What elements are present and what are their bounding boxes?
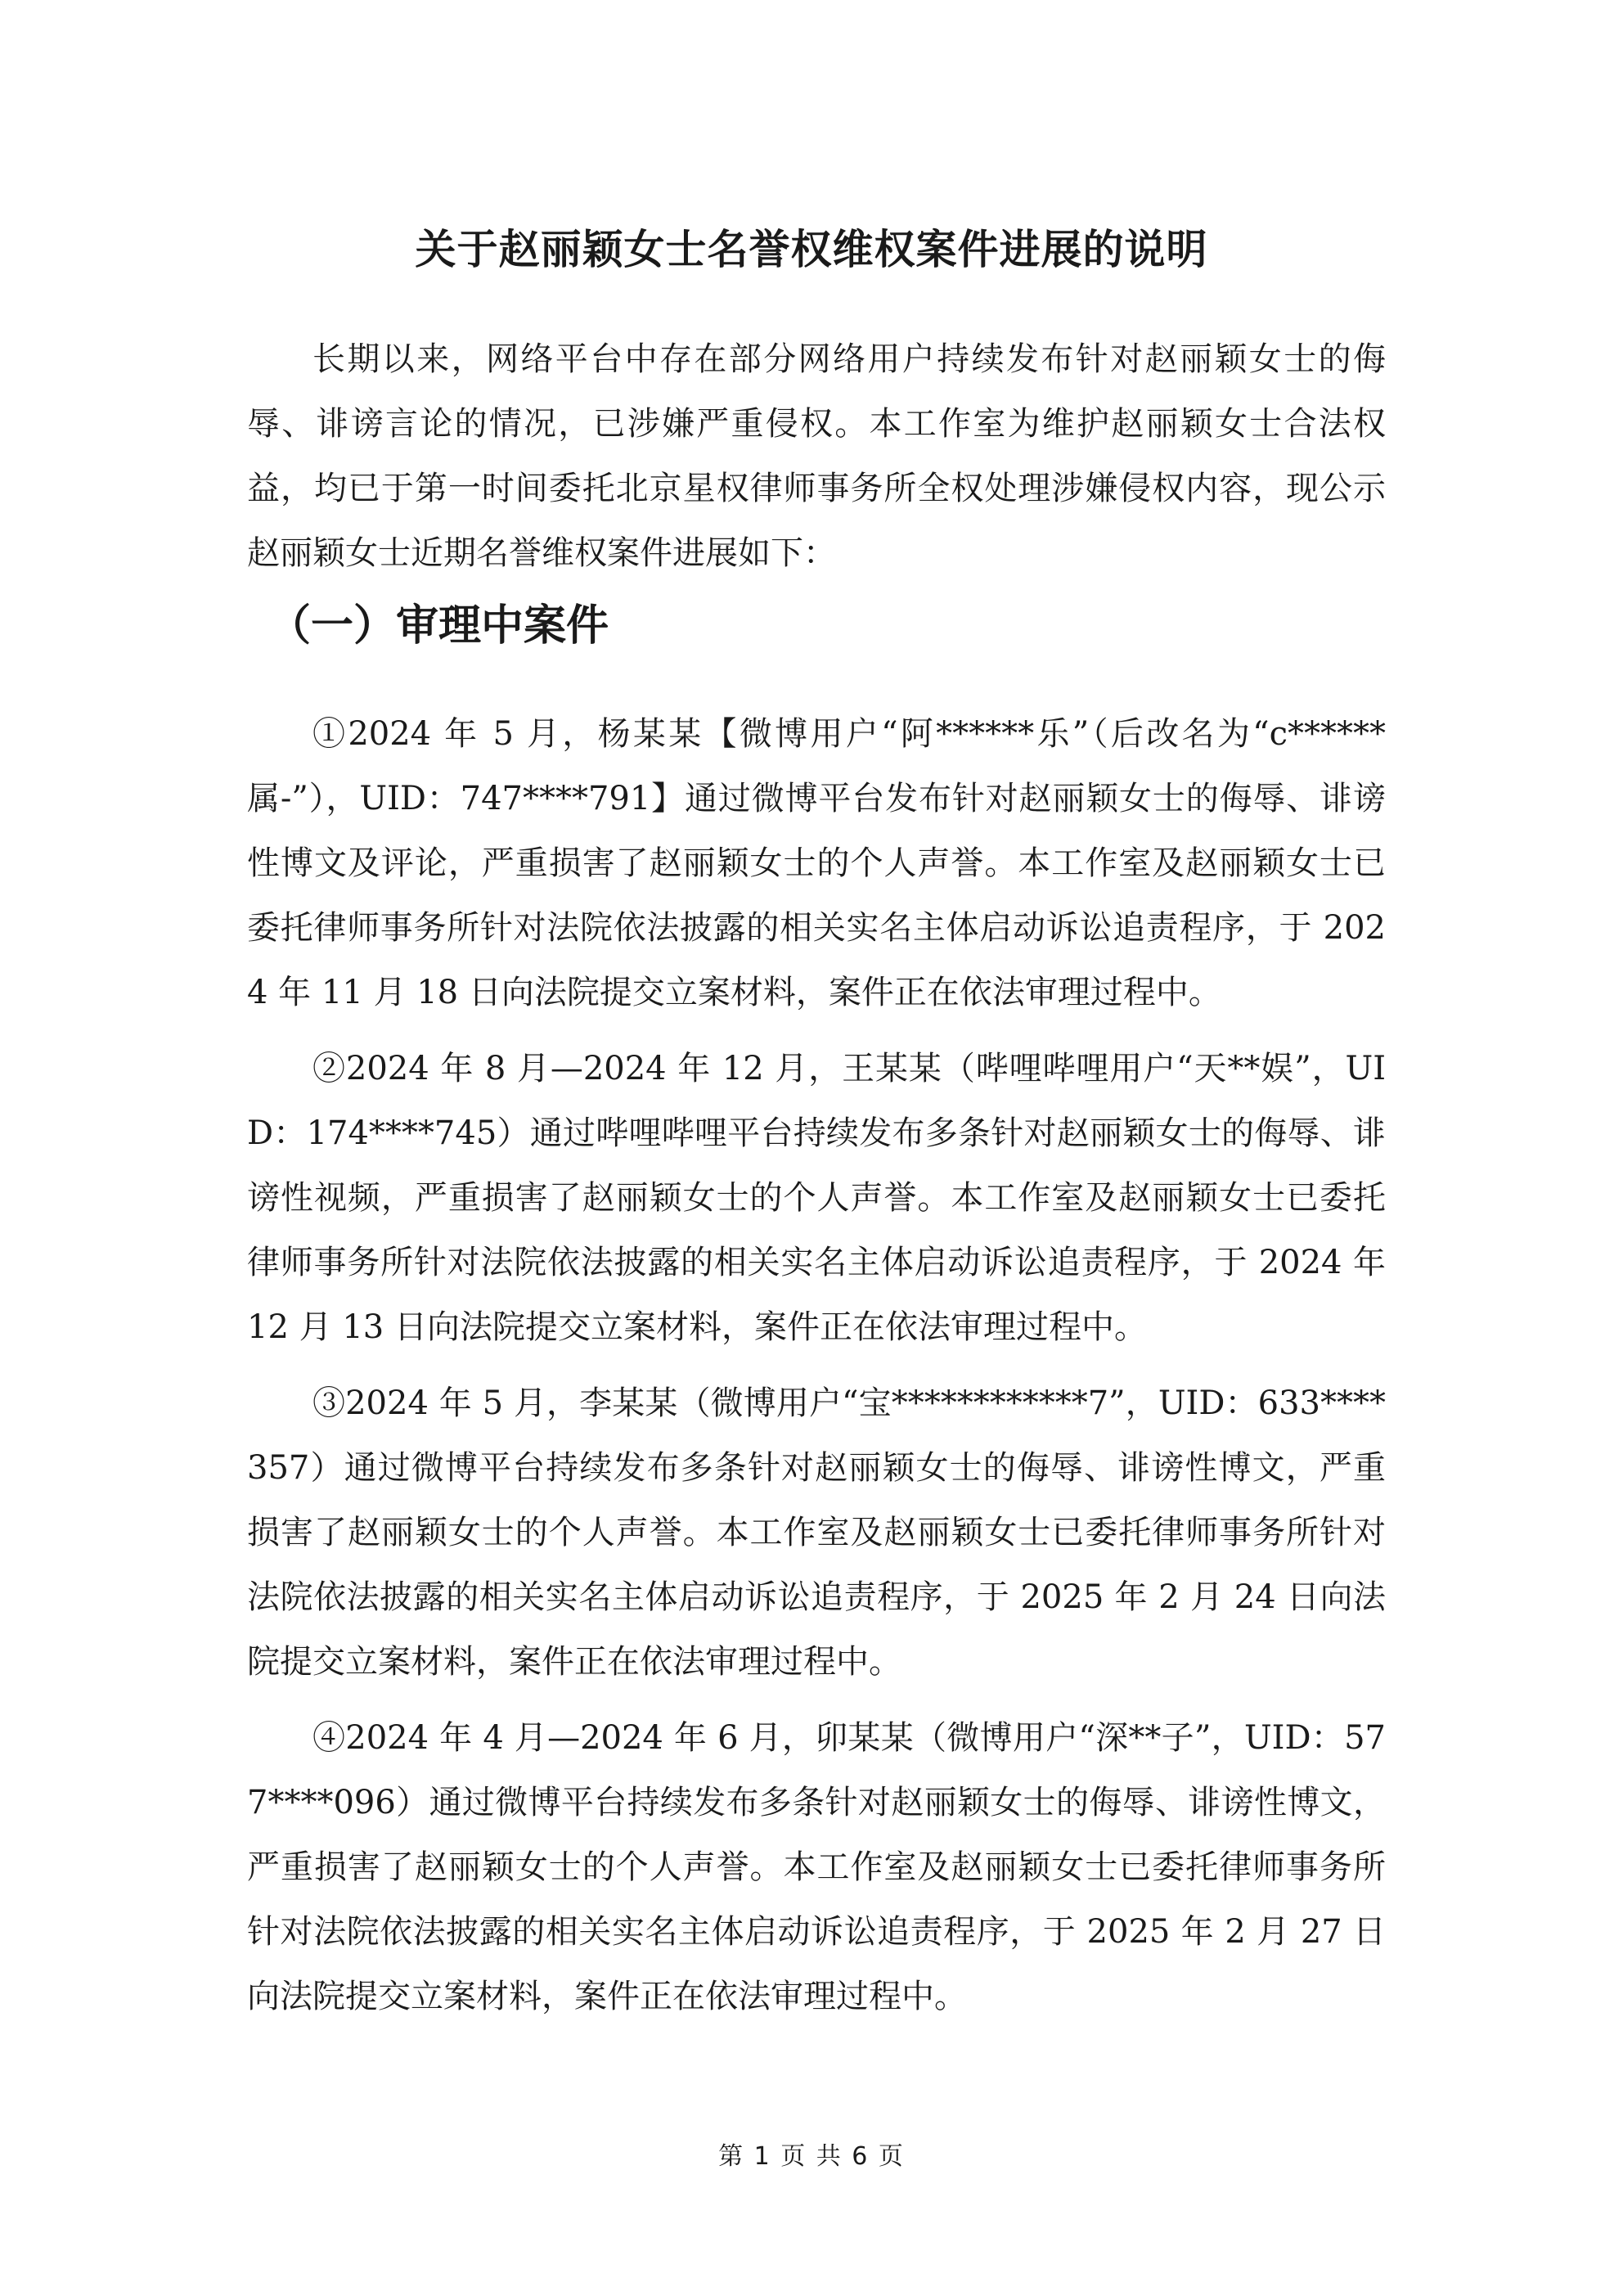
intro-block (247, 327, 1386, 586)
case-item: ②2024 年 8 月—2024 年 12 月，王某某（哔哩哔哩用户“天**娱”，UID：174****745）通过哔哩哔哩平台持续发布多条针对赵丽颖女士的侮辱、诽谤性视频，严重损害了赵丽颖女士的个人声誉。本工作室及赵丽颖女士已委托律师事务所针对法院依法披露的相关实名主体启动诉讼追责程序，于 2024 年 12 月 13 日向法院提交立案材料，案件正在依法审理过程中。 (247, 1050, 1386, 1346)
case-item: ③2024 年 5 月，李某某（微博用户“宝************7”，UID：633****357）通过微博平台持续发布多条针对赵丽颖女士的侮辱、诽谤性博文，严重损害了赵丽颖女士的个人声誉。本工作室及赵丽颖女士已委托律师事务所针对法院依法披露的相关实名主体启动诉讼追责程序，于 2025 年 2 月 24 日向法院提交立案材料，案件正在依法审理过程中。 (247, 1384, 1386, 1681)
case-list (247, 702, 1386, 2041)
case-item: ①2024 年 5 月，杨某某【微博用户“阿******乐”（后改名为“c******属-”），UID：747****791】通过微博平台发布针对赵丽颖女士的侮辱、诽谤性博文及评论，严重损害了赵丽颖女士的个人声誉。本工作室及赵丽颖女士已委托律师事务所针对法院依法披露的相关实名主体启动诉讼追责程序，于 2024 年 11 月 18 日向法院提交立案材料，案件正在依法审理过程中。 (247, 715, 1386, 1011)
document-title: 关于赵丽颖女士名誉权维权案件进展的说明 (415, 226, 1208, 273)
section-heading: （一）审理中案件 (268, 601, 609, 651)
case-item: ④2024 年 4 月—2024 年 6 月，卯某某（微博用户“深**子”，UID：577****096）通过微博平台持续发布多条针对赵丽颖女士的侮辱、诽谤性博文，严重损害了赵丽颖女士的个人声誉。本工作室及赵丽颖女士已委托律师事务所针对法院依法披露的相关实名主体启动诉讼追责程序，于 2025 年 2 月 27 日向法院提交立案材料，案件正在依法审理过程中。 (247, 1719, 1386, 2015)
page-footer: 第 1 页 共 6 页 (718, 2142, 905, 2171)
intro-paragraph: 长期以来，网络平台中存在部分网络用户持续发布针对赵丽颖女士的侮辱、诽谤言论的情况，已涉嫌严重侵权。本工作室为维护赵丽颖女士合法权益，均已于第一时间委托北京星权律师事务所全权处理涉嫌侵权内容，现公示赵丽颖女士近期名誉维权案件进展如下： (247, 340, 1386, 572)
